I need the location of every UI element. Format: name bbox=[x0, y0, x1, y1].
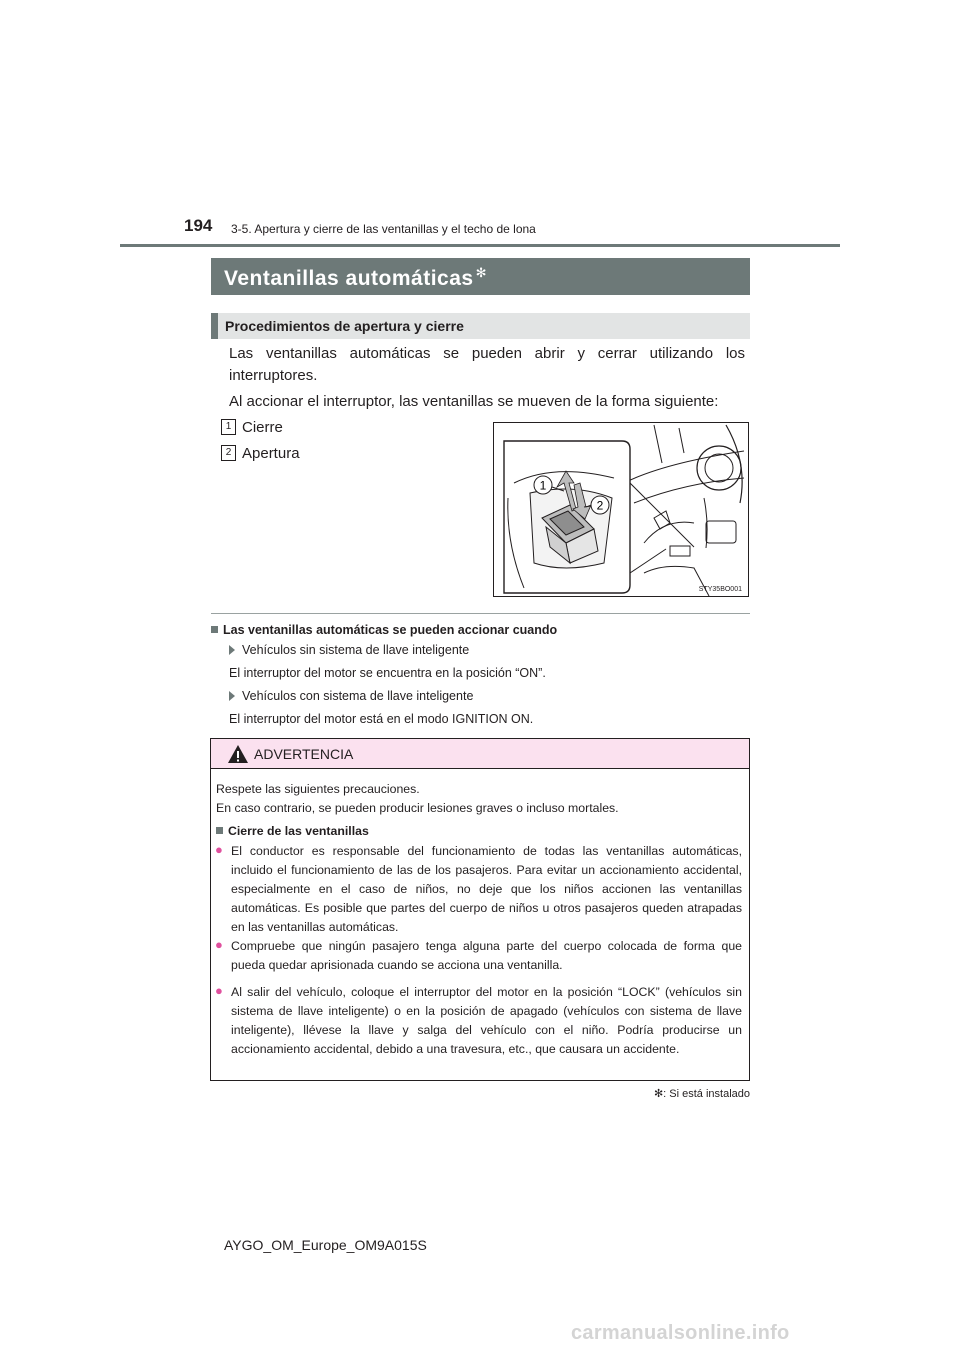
case-text-2: El interruptor del motor está en el modo IGNITION ON. bbox=[229, 712, 534, 726]
header-rule bbox=[120, 244, 840, 247]
section-path: 3-5. Apertura y cierre de las ventanillas y el techo de lona bbox=[231, 222, 536, 236]
warning-box bbox=[210, 738, 750, 1081]
optional-equipment-mark: ✻ bbox=[475, 265, 488, 280]
bullet-dot-icon: ● bbox=[215, 937, 223, 952]
section-title-bar bbox=[211, 258, 750, 295]
conditions-heading-text: Las ventanillas automáticas se pueden accionar cuando bbox=[223, 623, 558, 637]
item-label-open: Apertura bbox=[242, 445, 300, 462]
item-number-1: 1 bbox=[221, 419, 236, 435]
case-label-1-text: Vehículos sin sistema de llave inteligente bbox=[242, 643, 470, 657]
warning-heading bbox=[216, 822, 369, 841]
case-label-2 bbox=[229, 689, 473, 703]
callout-1: 1 bbox=[539, 478, 547, 493]
conditions-heading bbox=[211, 623, 557, 637]
warning-bullet-3: Al salir del vehículo, coloque el interruptor del motor en la posición “LOCK” (vehículos sin sistema de llave inteligente) o en la posición de apagado (vehículos con sistema de llave inteligente), llévese la llave y salga del vehículo con el niño. Podría producirse un accionamiento accidental, debido a una travesura, etc., que causara un accidente. bbox=[231, 985, 742, 1056]
warning-title: ADVERTENCIA bbox=[254, 746, 354, 762]
intro-paragraph: Las ventanillas automáticas se pueden abrir y cerrar utilizando los interruptores. bbox=[229, 345, 745, 384]
item-number-2: 2 bbox=[221, 445, 236, 461]
case-label-1 bbox=[229, 643, 469, 657]
bullet-dot-icon: ● bbox=[215, 983, 223, 998]
window-switch-illustration bbox=[494, 423, 748, 596]
window-switch-figure bbox=[493, 422, 749, 597]
square-bullet-icon bbox=[211, 626, 218, 633]
warning-intro-1: Respete las siguientes precauciones. bbox=[216, 782, 420, 796]
subsection-accent bbox=[211, 313, 218, 339]
section-title bbox=[224, 265, 487, 291]
triangle-bullet-icon bbox=[229, 645, 235, 655]
footnote bbox=[600, 1087, 750, 1100]
subsection-title: Procedimientos de apertura y cierre bbox=[225, 318, 464, 334]
section-divider bbox=[211, 613, 750, 614]
section-title-text: Ventanillas automáticas bbox=[224, 267, 474, 290]
watermark: carmanualsonline.info bbox=[571, 1322, 790, 1344]
callout-2: 2 bbox=[596, 498, 604, 513]
case-label-2-text: Vehículos con sistema de llave inteligente bbox=[242, 689, 474, 703]
case-text-1: El interruptor del motor se encuentra en la posición “ON”. bbox=[229, 666, 546, 680]
document-id: AYGO_OM_Europe_OM9A015S bbox=[224, 1237, 427, 1253]
warning-intro-2: En caso contrario, se pueden producir lesiones graves o incluso mortales. bbox=[216, 801, 619, 815]
subsection-bar bbox=[211, 313, 750, 339]
warning-bullet-2: Compruebe que ningún pasajero tenga alguna parte del cuerpo colocada de forma que pueda quedar aprisionada cuando se acciona una ventanilla. bbox=[231, 939, 742, 972]
operation-paragraph: Al accionar el interruptor, las ventanillas se mueven de la forma siguiente: bbox=[229, 393, 719, 410]
item-label-close: Cierre bbox=[242, 419, 283, 436]
warning-triangle-icon bbox=[227, 744, 249, 764]
warning-bullet-1: El conductor es responsable del funcionamiento de todas las ventanillas automáticas, incluido el funcionamiento de las de los pasajeros. Para evitar un accionamiento accidental, especialmente en el caso de niños, no deje que los niños accionen las ventanillas automáticas. Es posible que partes del cuerpo de niños u otros pasajeros queden atrapadas en las ventanillas automáticas. bbox=[231, 844, 742, 934]
warning-header bbox=[211, 739, 749, 769]
footnote-text: : Si está instalado bbox=[663, 1088, 750, 1100]
optional-equipment-mark: ✻ bbox=[653, 1088, 664, 1100]
triangle-bullet-icon bbox=[229, 691, 235, 701]
figure-code: STY35BO001 bbox=[698, 586, 742, 593]
warning-heading-text: Cierre de las ventanillas bbox=[228, 824, 369, 838]
square-bullet-icon bbox=[216, 827, 223, 834]
bullet-dot-icon: ● bbox=[215, 842, 223, 857]
page-number: 194 bbox=[184, 216, 213, 235]
